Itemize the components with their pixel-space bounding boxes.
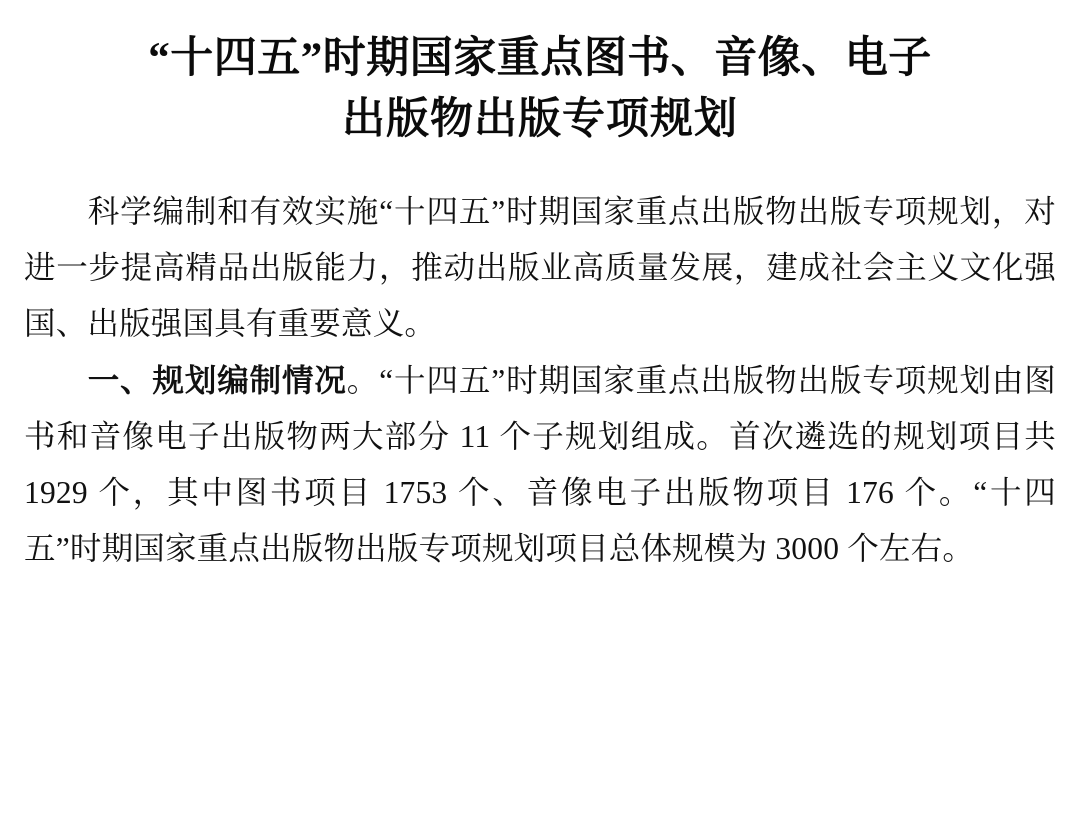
page-title bbox=[75, 28, 1005, 150]
paragraph-intro-text: 科学编制和有效实施“十四五”时期国家重点出版物出版专项规划，对进一步提高精品出版能力，推动出版业高质量发展，建成社会主义文化强国、出版强国具有重要意义。 bbox=[24, 194, 1056, 341]
document-body bbox=[24, 184, 1056, 576]
paragraph-section-one bbox=[24, 353, 1056, 576]
page-title-line-2: 出版物出版专项规划 bbox=[342, 96, 738, 144]
section-one-text: 。“十四五”时期国家重点出版物出版专项规划由图书和音像电子出版物两大部分 11 个子规划组成。首次遴选的规划项目共 1929 个，其中图书项目 1753 个、音像电子出版物项目 176 个。“十四五”时期国家重点出版物出版专项规划项目总体规模为 3000 个左右。 bbox=[24, 363, 1056, 566]
page-title-line-1: “十四五”时期国家重点图书、音像、电子 bbox=[148, 35, 932, 82]
section-one-heading: 一、规划编制情况 bbox=[87, 363, 347, 399]
paragraph-intro bbox=[24, 184, 1056, 351]
